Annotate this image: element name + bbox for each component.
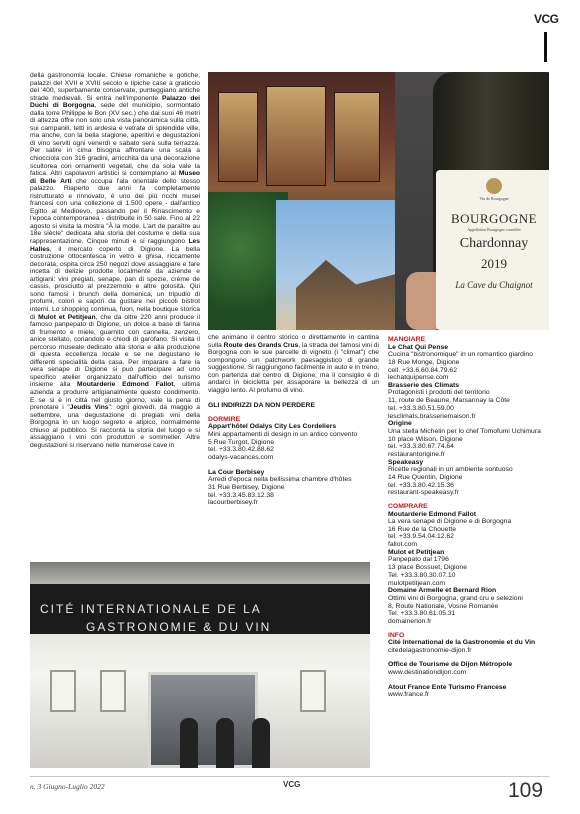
venue-detail: www.france.fr (388, 691, 430, 699)
venue-detail: lacourberbisey.fr (208, 499, 258, 507)
venue-detail: citedelagastronomie-dijon.fr (388, 646, 472, 654)
venue-detail: tel. +33.3.80.42.15.36 (388, 481, 454, 489)
venue-name: Le Chat Qui Pense (388, 343, 449, 351)
issue-info: n. 3 Giugno-Luglio 2022 (30, 782, 105, 791)
venue-detail: Ottimi vini di Borgogna, grand cru e selezioni (388, 594, 523, 602)
footer-divider (30, 776, 549, 777)
section-comprare (388, 503, 553, 626)
venue-detail: La vera senape di Digione e di Borgogna (388, 518, 512, 526)
venue-detail: 13 place Bossuet, Digione (388, 564, 467, 572)
venue-name: Cité International de la Gastronomie et du Vin (388, 639, 536, 647)
venue-detail: lechatquipense.com (388, 374, 449, 382)
header-divider (544, 32, 547, 62)
venue-name: Appart'hôtel Odalys City Les Cordeliers (208, 423, 337, 431)
article-column-2 (208, 334, 379, 507)
venue-detail: Protagonisti i prodotti del territorio (388, 389, 490, 397)
venue-detail: tel. +33.3.80.67.74.64 (388, 443, 454, 451)
addresses-column (388, 330, 553, 699)
venue-detail: www.destinationdijon.com (388, 668, 467, 676)
venue-detail: 11, route de Beaune, Marsannay la Côte (388, 397, 510, 405)
venue-detail: tel. +33.3.45.83.12.38 (208, 491, 274, 499)
ceiling-frame (30, 562, 370, 584)
bold-term: Route des Grands Crus (223, 341, 299, 349)
column-2-text: che animano il centro storico o direttamente in cantina sulla Route des Grands Crus, la strada dei famosi vini di Borgogna con le sue parcelle di vigneto (i "climat") che compongono un patchwork paesaggistico di grande suggestione. Si raggiungono facilmente in auto e in treno, con partenza dal centro di Digione, ma il consiglio è di andarci in bicicletta per assaporare la bellezza di un viaggio lento. Al profumo di vino. (208, 334, 379, 394)
venue-detail: Cucina "bistronomique" in un romantico giardino (388, 351, 533, 359)
bold-term: Palazzo dei Duchi di Borgogna (30, 94, 200, 110)
venue-detail: Mini appartamenti di design in un antico convento (208, 431, 358, 439)
venue-detail: Una stella Michelin per lo chef Tomofumi Uchimura (388, 427, 541, 435)
venue-detail: fallot.com (388, 541, 418, 549)
section-heading: COMPRARE (388, 502, 428, 510)
section-info (388, 632, 553, 699)
venue-detail: tel. +33.3.80.51.59.00 (388, 404, 454, 412)
venue-name: Domaine Armelle et Bernard Rion (388, 587, 497, 595)
venue-detail: 14 Rue Quentin, Digione (388, 473, 463, 481)
rooftops-photo (276, 200, 396, 330)
cite-gastronomie-photo (30, 562, 370, 768)
person (252, 718, 270, 768)
venue-name: La Cour Berbisey (208, 468, 265, 476)
section-heading: MANGIARE (388, 336, 426, 343)
venue-detail: mulotpetitjean.com (388, 579, 446, 587)
venue-detail: 10 place Wilson, Digione (388, 435, 463, 443)
entrance-door (148, 672, 258, 768)
section-heading: INFO (388, 631, 405, 639)
article-paragraph: della gastronomia locale. Chiese romaniche e gotiche, palazzi del XVII e XVIII secolo e tipiche case a graticcio del '400, superbamente conservate, punteggiano antiche strade medievali. Si entra nell'imponente Palazzo dei Duchi di Borgogna, sede del municipio, sormontato dalla torre Philippe le Bon (XV sec.) che dai suoi 46 metri di altezza offre non solo una vista panoramica sulla città, sui campanili, tetti in ardesia e vetrate di splendide ville, ma anche, con la bella stagione, aperitivi e degustazioni di vino serviti ogni venerdì e sabato sera sulla terrazza. Per salire in cima bisogna affrontare una scala a chiocciola con 316 gradini, arricchita da una decorazione scultorea con ornamenti vegetali, che da sola vale la fatica. Altri capolavori artistici si contemplano al Museo di Belle Arti che occupa l'ala orientale dello stesso palazzo. Riaperto due anni fa completamente ristrutturato e rinnovato, è uno dei più ricchi musei francesi con una collezione di 1.500 opere - dall'antico Egitto al Medioevo, passando per il Rinascimento e l'epoca contemporanea - distribuite in 50 sale. Fino al 22 agosto si visita la mostra "À la mode. L'art de paraître au 18e siècle" dedicata alla storia del costume e della sua rappresentazione. Cinque minuti e si raggiungono Les Halles, il mercato coperto di Digione. La bella costruzione ottocentesca in vetro e ghisa, riccamente decorata, ospita circa 250 negozi dove assaggiare e fare incetta di delizie prodotte localmente da aziende e artigiani: vini pregiati, senape, pan di spezie, crème de cassis, prosciutto al prezzemolo e altre golosità. Qui sono famosi i brunch della domenica, un tripudio di profumi, colori e sapori da gustare nei piccoli bistrot interni. Lo shopping continua, fuori, nella boutique storica di Mulot et Petitjean, che da oltre 220 anni produce il famoso panpepato di Digione, un dolce a base di farina di frumento e miele, guarnito con cannella, zenzero, anice stellato, coriandolo e chiodi di garofano. Si visita il percorso museale dedicato alla storia e alla produzione di questa eccellenza locale e se ne degustano le differenti specialità della casa. Per imparare a fare la vera senape di Digione si può partecipare ad uno specifico atelier organizzato dall'ufficio del turismo insieme alla Moutarderie Edmond Fallot, ultima azienda a produrre artigianalmente questo condimento. E se si è in città nel giusto giorno, vale la pena di prenotare i "Jeudis Vins": ogni giovedì, da maggio a settembre, una degustazione di pregiati vini della Borgogna in un luogo segreto e atipico, normalmente chiuso al pubblico. Si racconta la storia del luogo e si assaggiano i vini con produttori e sommelier. Altre degustazioni si riservano nelle numerose cave in (30, 72, 201, 449)
photo-collage (208, 72, 549, 330)
magazine-logo: VCG (534, 12, 559, 26)
venue-name: Brasserie des Climats (388, 381, 460, 389)
venue-detail: restaurantorigine.fr (388, 450, 446, 458)
banner-line-1: CITÉ INTERNATIONALE DE LA (40, 602, 262, 616)
crest-icon (486, 178, 502, 194)
venue-name: Moutarderie Edmond Fallot (388, 510, 476, 518)
bold-term: Mulot et Petitjean (38, 313, 96, 321)
wine-label (436, 170, 549, 330)
window (300, 670, 326, 712)
person (180, 718, 198, 768)
venue-detail: 16 Rue de la Chouette (388, 525, 457, 533)
venue-detail: Panpepato dal 1796 (388, 556, 449, 564)
page-number: 109 (508, 779, 544, 802)
label-producer: La Cave du Chaignot (455, 280, 533, 290)
window (100, 670, 126, 712)
venue-detail: cell. +33.6.60.84.79.62 (388, 366, 457, 374)
banner-line-2: GASTRONOMIE & DU VIN (86, 620, 272, 634)
venue-detail: Tel. +33.3.80.61.05.31 (388, 610, 456, 618)
article-column-1 (30, 72, 200, 449)
window (50, 670, 76, 712)
label-region: BOURGOGNE (450, 211, 538, 226)
venue-detail: tel. +33.3.80.42.88.62 (208, 446, 274, 454)
venue-name: Atout France Ente Turismo Francese (388, 683, 507, 691)
venue-name: Mulot et Petitjean (388, 548, 445, 556)
venue-detail: 5 Rue Turgot, Digione (208, 438, 275, 446)
footer-logo: VCG (283, 780, 301, 789)
label-appellation: Appellation Bourgogne contrôlée (467, 227, 521, 232)
venue-detail: odalys-vacances.com (208, 454, 274, 462)
venue-detail: Tel. +33.3.80.30.07.10 (388, 571, 456, 579)
venue-detail: Arredi d'epoca nella bellissima chambre d'hôtes (208, 476, 352, 484)
bold-term: Moutarderie Edmond Fallot (77, 381, 174, 389)
label-variety: Chardonnay (459, 236, 529, 251)
section-mangiare (388, 336, 553, 497)
venue-name: Origine (388, 420, 412, 428)
venue-detail: 31 Rue Berbisey, Digione (208, 484, 285, 492)
venue-detail: 18 Rue Monge, Digione (388, 358, 460, 366)
venue-name: Office de Tourisme de Dijon Métropole (388, 661, 513, 669)
addresses-title: GLI INDIRIZZI DA NON PERDERE (208, 402, 315, 410)
bold-term: Les Halles (30, 238, 200, 253)
label-small-text: Vin de Bourgogne (479, 196, 509, 201)
venue-detail: domainerion.fr (388, 617, 432, 625)
bold-term: Museo di Belle Arti (30, 170, 200, 185)
venue-detail: Ricette regionali in un ambiente sontuoso (388, 466, 513, 474)
section-dormire (208, 416, 379, 507)
venue-detail: lesclimats.brasseriemaison.fr (388, 412, 476, 420)
person (216, 718, 234, 768)
bold-term: Jeudis Vins (69, 404, 109, 412)
venue-name: Speakeasy (388, 458, 424, 466)
venue-detail: 8, Route Nationale, Vosne Romanée (388, 602, 499, 610)
venue-detail: tel. +33.9.54.04.12.62 (388, 533, 454, 541)
venue-detail: restaurant-speakeasy.fr (388, 489, 459, 497)
section-heading: DORMIRE (208, 415, 241, 423)
label-year: 2019 (481, 256, 507, 271)
